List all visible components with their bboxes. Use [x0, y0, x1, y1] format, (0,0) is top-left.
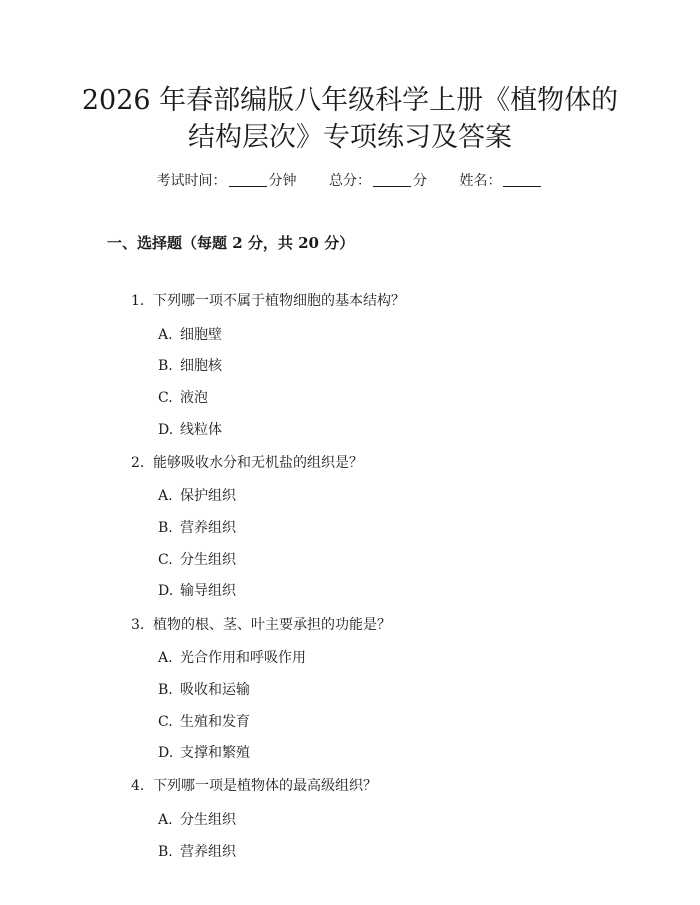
total-score-field: [329, 170, 427, 190]
exam-meta-line: [0, 170, 700, 190]
option-text: 支撑和繁殖: [180, 745, 250, 762]
option-letter: C.: [158, 389, 173, 406]
answer-option: [158, 809, 236, 829]
option-text: 营养组织: [180, 843, 236, 860]
option-letter: B.: [158, 681, 173, 698]
option-text: 分生组织: [180, 551, 236, 568]
option-letter: A.: [158, 650, 173, 667]
question-text: 下列哪一项不属于植物细胞的基本结构？: [153, 293, 405, 309]
option-letter: B.: [158, 843, 173, 860]
option-letter: A.: [158, 488, 173, 505]
option-letter: A.: [158, 811, 173, 828]
exam-time-field: [157, 170, 297, 190]
option-text: 生殖和发育: [180, 713, 250, 730]
student-name-label: 姓名：: [459, 173, 502, 189]
option-text: 吸收和运输: [180, 681, 250, 698]
answer-option: [158, 711, 250, 731]
section-heading: 一、选择题（每题 2 分，共 20 分）: [107, 234, 355, 252]
option-text: 营养组织: [180, 520, 236, 536]
student-name-field: [459, 170, 543, 190]
option-text: 细胞核: [180, 358, 222, 375]
option-text: 分生组织: [180, 811, 236, 828]
question-text: 植物的根、茎、叶主要承担的功能是？: [153, 616, 391, 633]
total-score-unit: 分: [413, 173, 427, 189]
option-text: 线粒体: [180, 421, 222, 438]
question-number: 1.: [131, 293, 145, 309]
question-number: 4.: [131, 778, 145, 795]
option-letter: D.: [158, 421, 174, 438]
question-item: [131, 775, 377, 795]
answer-option: [158, 517, 236, 537]
answer-option: [158, 679, 250, 699]
answer-option: [158, 419, 222, 439]
option-letter: D.: [158, 745, 174, 762]
option-text: 液泡: [180, 389, 208, 406]
answer-option: [158, 742, 250, 762]
option-letter: C.: [158, 713, 173, 730]
option-text: 细胞壁: [180, 326, 222, 343]
total-score-blank: [373, 174, 411, 187]
question-item: [131, 614, 391, 634]
question-number: 2.: [131, 454, 145, 471]
question-text: 能够吸收水分和无机盐的组织是？: [153, 454, 363, 471]
question-item: [131, 290, 405, 310]
question-number: 3.: [131, 616, 145, 633]
option-letter: C.: [158, 551, 173, 568]
option-letter: A.: [158, 326, 173, 343]
answer-option: [158, 549, 236, 569]
option-text: 保护组织: [180, 488, 236, 505]
question-item: [131, 452, 363, 472]
document-title-line-1: 2026 年春部编版八年级科学上册《植物体的: [81, 85, 619, 116]
answer-option: [158, 841, 236, 861]
option-text: 输导组织: [180, 583, 236, 600]
answer-option: [158, 580, 236, 600]
option-letter: B.: [158, 358, 173, 375]
answer-option: [158, 387, 208, 407]
document-title-line-2: 结构层次》专项练习及答案: [188, 122, 512, 153]
answer-option: [158, 485, 236, 505]
exam-time-blank: [229, 174, 267, 187]
exam-time-label: 考试时间：: [156, 173, 227, 189]
option-letter: D.: [158, 583, 174, 600]
answer-option: [158, 647, 306, 667]
total-score-label: 总分：: [329, 173, 371, 189]
answer-option: [158, 355, 222, 375]
student-name-blank: [503, 174, 541, 187]
option-letter: B.: [158, 520, 173, 536]
question-text: 下列哪一项是植物体的最高级组织？: [153, 778, 377, 795]
exam-time-unit: 分钟: [268, 173, 297, 189]
answer-option: [158, 324, 222, 344]
option-text: 光合作用和呼吸作用: [180, 650, 306, 667]
